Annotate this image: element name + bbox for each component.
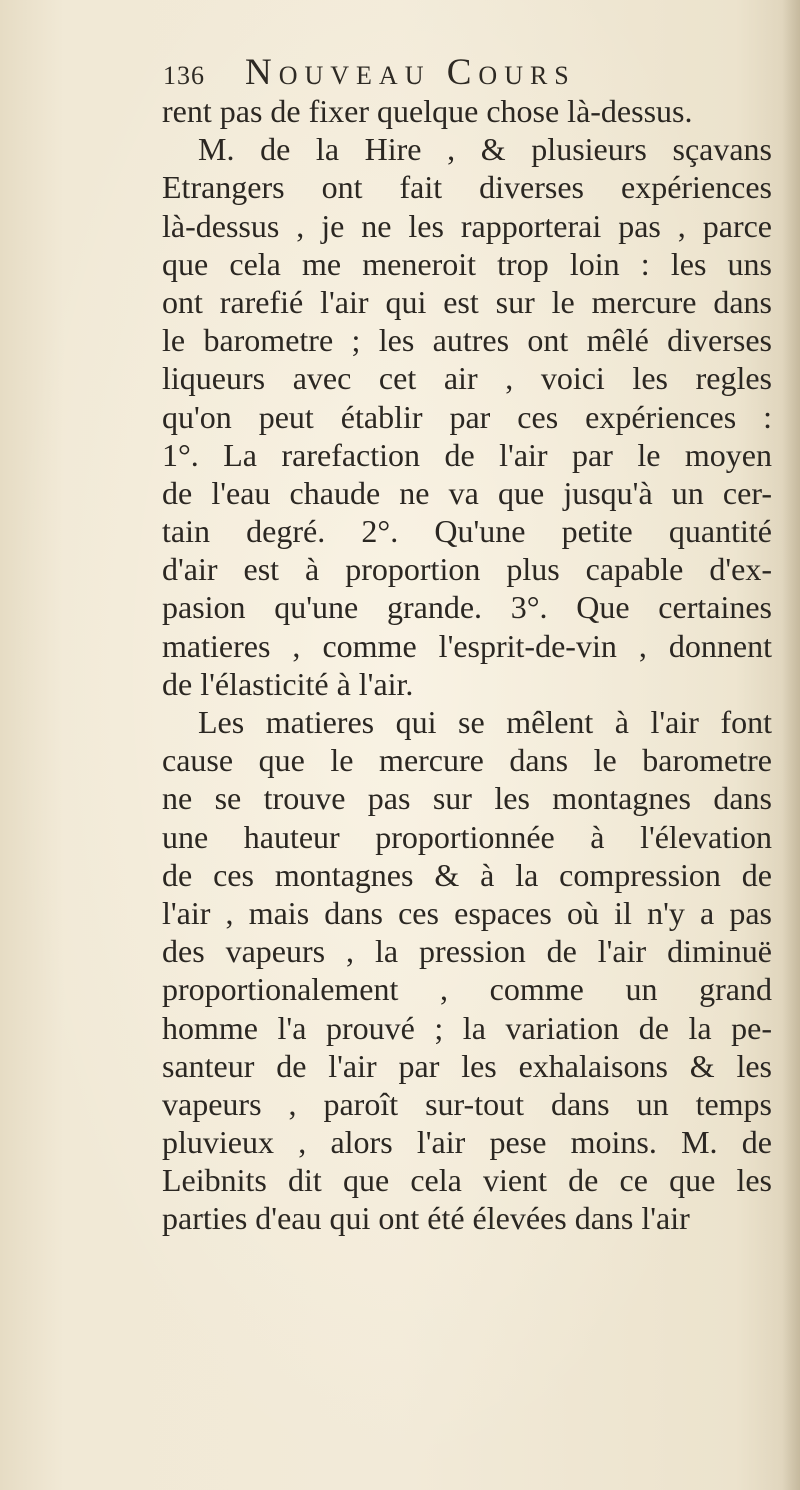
text-line: de l'eau chaude ne va que jusqu'à un cer- [162, 474, 772, 511]
text-line: cause que le mercure dans le barometre [162, 742, 772, 779]
text-line: tain degré. 2°. Qu'une petite quantité [162, 513, 772, 550]
page-number: 136 [163, 61, 205, 90]
text-line: proportionalement , comme un grand [162, 971, 772, 1008]
text-line: Etrangers ont fait diverses expériences [162, 169, 772, 206]
paragraph [162, 130, 772, 703]
text-line: Les matieres qui se mêlent à l'air font [198, 704, 772, 740]
text-line: pluvieux , alors l'air pese moins. M. de [162, 1124, 772, 1161]
text-line: d'air est à proportion plus capable d'ex- [162, 551, 772, 588]
page-edge-shadow [782, 0, 800, 1490]
text-line: M. de la Hire , & plusieurs sçavans [198, 131, 772, 168]
text-line: de ces montagnes & à la compression de [162, 856, 772, 893]
text-line: que cela me meneroit trop loin : les uns [162, 245, 772, 282]
paragraph [162, 703, 772, 1238]
text-line: de l'élasticité à l'air. [162, 665, 414, 702]
body-text [162, 92, 772, 1238]
paragraph [162, 92, 772, 130]
text-line: ne se trouve pas sur les montagnes dans [162, 780, 772, 817]
text-line: des vapeurs , la pression de l'air diminuë [162, 933, 772, 970]
text-line: pasion qu'une grande. 3°. Que certaines [162, 589, 772, 626]
text-line: qu'on peut établir par ces expériences : [162, 398, 772, 435]
running-header [163, 48, 723, 98]
text-line: matieres , comme l'esprit-de-vin , donnent [162, 627, 772, 664]
text-line: une hauteur proportionnée à l'élevation [162, 818, 772, 855]
text-line: Leibnits dit que cela vient de ce que les [162, 1162, 772, 1199]
text-line: là-dessus , je ne les rapporterai pas , parce [162, 207, 772, 244]
text-line: rent pas de fixer quelque chose là-dessus. [162, 93, 693, 129]
text-line: parties d'eau qui ont été élevées dans l'air [162, 1200, 690, 1237]
text-line: ont rarefié l'air qui est sur le mercure dans [162, 283, 772, 320]
text-line: santeur de l'air par les exhalaisons & les [162, 1047, 772, 1084]
text-line: l'air , mais dans ces espaces où il n'y a pas [162, 894, 772, 931]
text-line: vapeurs , paroît sur-tout dans un temps [162, 1085, 772, 1122]
text-line: homme l'a prouvé ; la variation de la pe- [162, 1009, 772, 1046]
text-line: 1°. La rarefaction de l'air par le moyen [162, 436, 772, 473]
text-line: le barometre ; les autres ont mêlé diverses [162, 322, 772, 359]
running-title: Nouveau Cours [245, 52, 576, 93]
text-line: liqueurs avec cet air , voici les regles [162, 360, 772, 397]
